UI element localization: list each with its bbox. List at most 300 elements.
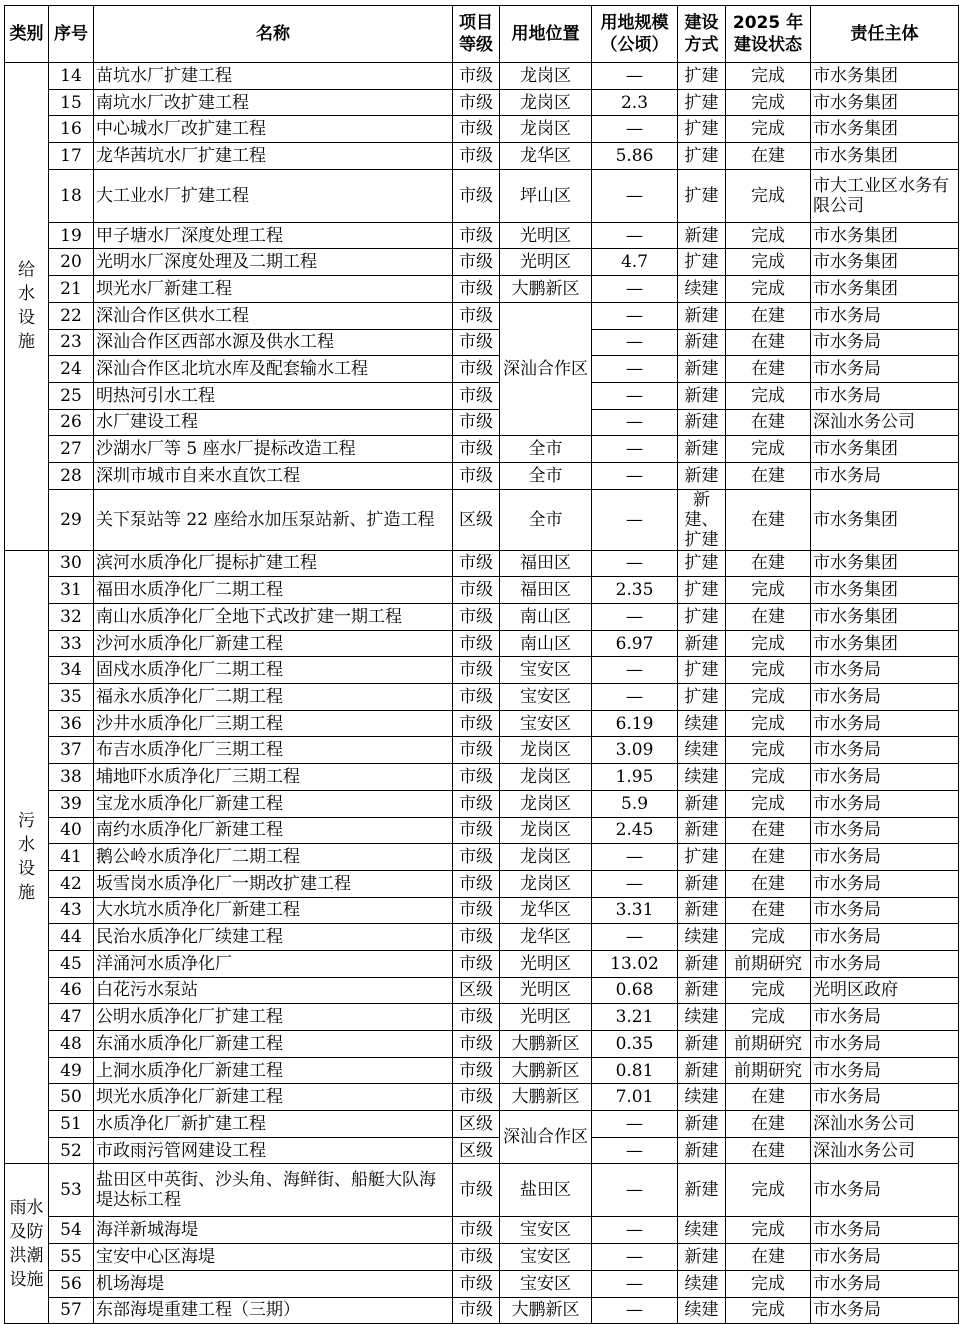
responsible-owner: 市大工业区水务有限公司 [811, 169, 959, 222]
row-number: 32 [49, 604, 94, 631]
responsible-owner: 市水务集团 [811, 489, 959, 550]
table-row [5, 550, 959, 577]
build-method: 扩建 [678, 657, 726, 684]
table-row [5, 657, 959, 684]
project-location: 南山区 [500, 630, 592, 657]
table-row [5, 409, 959, 436]
project-size: — [592, 462, 678, 489]
responsible-owner: 市水务局 [811, 710, 959, 737]
project-level: 区级 [453, 1137, 500, 1164]
header-category: 类别 [5, 6, 49, 63]
build-status: 完成 [726, 630, 811, 657]
project-level: 市级 [453, 737, 500, 764]
project-location: 龙华区 [500, 143, 592, 170]
responsible-owner: 市水务局 [811, 302, 959, 329]
row-number: 46 [49, 977, 94, 1004]
project-size: 6.19 [592, 710, 678, 737]
project-level: 市级 [453, 462, 500, 489]
build-status: 完成 [726, 222, 811, 249]
header-number: 序号 [49, 6, 94, 63]
responsible-owner: 深汕水务公司 [811, 409, 959, 436]
table-row [5, 977, 959, 1004]
project-location: 龙华区 [500, 924, 592, 951]
build-method: 扩建 [678, 604, 726, 631]
build-method: 续建 [678, 1004, 726, 1031]
row-number: 17 [49, 143, 94, 170]
project-level: 市级 [453, 1084, 500, 1111]
category-cell [5, 550, 49, 1164]
build-method: 扩建 [678, 116, 726, 143]
project-level: 市级 [453, 870, 500, 897]
row-number: 16 [49, 116, 94, 143]
responsible-owner: 市水务局 [811, 356, 959, 383]
build-method: 新建 [678, 409, 726, 436]
row-number: 20 [49, 249, 94, 276]
project-level: 市级 [453, 1270, 500, 1297]
table-row [5, 870, 959, 897]
build-status: 完成 [726, 116, 811, 143]
responsible-owner: 市水务局 [811, 1057, 959, 1084]
project-size: — [592, 169, 678, 222]
project-level: 市级 [453, 817, 500, 844]
project-level: 市级 [453, 302, 500, 329]
build-status: 完成 [726, 63, 811, 90]
responsible-owner: 市水务局 [811, 950, 959, 977]
category-char: 给 [18, 260, 35, 281]
row-number: 47 [49, 1004, 94, 1031]
responsible-owner: 市水务集团 [811, 577, 959, 604]
project-size: — [592, 684, 678, 711]
table-row [5, 630, 959, 657]
responsible-owner: 市水务局 [811, 382, 959, 409]
build-status: 在建 [726, 489, 811, 550]
build-method: 扩建 [678, 89, 726, 116]
build-status: 完成 [726, 249, 811, 276]
category-char: 水 [18, 284, 35, 305]
category-char: 施 [18, 332, 35, 353]
build-status: 完成 [726, 977, 811, 1004]
project-size: 13.02 [592, 950, 678, 977]
project-location: 大鹏新区 [500, 1297, 592, 1324]
row-number: 40 [49, 817, 94, 844]
project-size: — [592, 436, 678, 463]
project-location: 全市 [500, 489, 592, 550]
project-level: 区级 [453, 977, 500, 1004]
project-location: 大鹏新区 [500, 1084, 592, 1111]
project-name: 福田水质净化厂二期工程 [94, 577, 453, 604]
build-method: 新建 [678, 977, 726, 1004]
table-row [5, 710, 959, 737]
project-location: 光明区 [500, 249, 592, 276]
table-row [5, 276, 959, 303]
responsible-owner: 市水务局 [811, 844, 959, 871]
header-level: 项目等级 [453, 6, 500, 63]
build-status: 在建 [726, 604, 811, 631]
build-status: 完成 [726, 1004, 811, 1031]
project-size: — [592, 489, 678, 550]
build-status: 完成 [726, 1164, 811, 1217]
project-name: 鹅公岭水质净化厂二期工程 [94, 844, 453, 871]
project-name: 水质净化厂新扩建工程 [94, 1111, 453, 1138]
build-method: 新建 [678, 222, 726, 249]
responsible-owner: 市水务局 [811, 1004, 959, 1031]
build-method: 新建 [678, 1031, 726, 1058]
project-location: 光明区 [500, 222, 592, 249]
project-name: 深汕合作区供水工程 [94, 302, 453, 329]
responsible-owner: 市水务集团 [811, 89, 959, 116]
header-name: 名称 [94, 6, 453, 63]
project-level: 市级 [453, 63, 500, 90]
row-number: 33 [49, 630, 94, 657]
table-row [5, 924, 959, 951]
project-size: — [592, 382, 678, 409]
row-number: 42 [49, 870, 94, 897]
project-level: 市级 [453, 143, 500, 170]
row-number: 57 [49, 1297, 94, 1324]
project-level: 市级 [453, 1244, 500, 1271]
build-method: 新建、扩建 [678, 489, 726, 550]
project-level: 市级 [453, 1297, 500, 1324]
table-row [5, 382, 959, 409]
build-status: 在建 [726, 329, 811, 356]
build-status: 在建 [726, 1111, 811, 1138]
responsible-owner: 市水务集团 [811, 436, 959, 463]
project-level: 市级 [453, 409, 500, 436]
table-row [5, 764, 959, 791]
table-row [5, 222, 959, 249]
responsible-owner: 市水务局 [811, 1244, 959, 1271]
project-size: — [592, 604, 678, 631]
row-number: 52 [49, 1137, 94, 1164]
table-row [5, 63, 959, 90]
project-level: 区级 [453, 1111, 500, 1138]
table-row [5, 1004, 959, 1031]
category-char: 污 [18, 811, 35, 832]
category-char: 设 [18, 859, 35, 880]
build-method: 新建 [678, 1244, 726, 1271]
project-name: 沙井水质净化厂三期工程 [94, 710, 453, 737]
table-row [5, 1270, 959, 1297]
project-name: 大工业水厂扩建工程 [94, 169, 453, 222]
project-table [4, 5, 959, 1324]
project-location: 龙岗区 [500, 817, 592, 844]
responsible-owner: 市水务局 [811, 764, 959, 791]
project-name: 上洞水质净化厂新建工程 [94, 1057, 453, 1084]
project-level: 市级 [453, 657, 500, 684]
row-number: 50 [49, 1084, 94, 1111]
table-row [5, 436, 959, 463]
project-name: 水厂建设工程 [94, 409, 453, 436]
project-location: 宝安区 [500, 1270, 592, 1297]
project-location: 福田区 [500, 577, 592, 604]
table-row [5, 1057, 959, 1084]
table-row [5, 950, 959, 977]
build-status: 在建 [726, 1137, 811, 1164]
build-method: 新建 [678, 897, 726, 924]
category-char: 洪潮 [9, 1245, 44, 1266]
project-level: 市级 [453, 1004, 500, 1031]
project-size: — [592, 870, 678, 897]
build-status: 完成 [726, 657, 811, 684]
build-status: 在建 [726, 897, 811, 924]
table-row [5, 1217, 959, 1244]
responsible-owner: 市水务局 [811, 1297, 959, 1324]
project-name: 滨河水质净化厂提标扩建工程 [94, 550, 453, 577]
row-number: 28 [49, 462, 94, 489]
project-location: 深汕合作区 [500, 1111, 592, 1164]
responsible-owner: 深汕水务公司 [811, 1137, 959, 1164]
project-size: — [592, 63, 678, 90]
project-level: 市级 [453, 684, 500, 711]
build-method: 新建 [678, 382, 726, 409]
project-location: 光明区 [500, 1004, 592, 1031]
project-location: 宝安区 [500, 1217, 592, 1244]
table-row [5, 302, 959, 329]
build-method: 新建 [678, 302, 726, 329]
project-location: 宝安区 [500, 657, 592, 684]
row-number: 15 [49, 89, 94, 116]
table-row [5, 817, 959, 844]
project-size: 2.3 [592, 89, 678, 116]
responsible-owner: 市水务集团 [811, 143, 959, 170]
project-name: 南约水质净化厂新建工程 [94, 817, 453, 844]
project-name: 洋涌河水质净化厂 [94, 950, 453, 977]
responsible-owner: 市水务局 [811, 1270, 959, 1297]
table-row [5, 577, 959, 604]
build-method: 扩建 [678, 550, 726, 577]
table-row [5, 489, 959, 550]
row-number: 49 [49, 1057, 94, 1084]
project-location: 宝安区 [500, 710, 592, 737]
table-row [5, 897, 959, 924]
responsible-owner: 市水务集团 [811, 604, 959, 631]
responsible-owner: 深汕水务公司 [811, 1111, 959, 1138]
table-row [5, 462, 959, 489]
header-size: 用地规模（公顷） [592, 6, 678, 63]
category-char: 设 [18, 308, 35, 329]
project-size: — [592, 1137, 678, 1164]
project-location: 全市 [500, 436, 592, 463]
project-name: 光明水厂深度处理及二期工程 [94, 249, 453, 276]
responsible-owner: 市水务局 [811, 1164, 959, 1217]
project-size: 1.95 [592, 764, 678, 791]
row-number: 39 [49, 790, 94, 817]
project-size: 3.09 [592, 737, 678, 764]
project-level: 市级 [453, 116, 500, 143]
project-name: 关下泵站等 22 座给水加压泵站新、扩造工程 [94, 489, 453, 550]
project-location: 龙岗区 [500, 89, 592, 116]
row-number: 29 [49, 489, 94, 550]
build-status: 完成 [726, 276, 811, 303]
row-number: 19 [49, 222, 94, 249]
table-row [5, 1084, 959, 1111]
project-size: — [592, 302, 678, 329]
build-status: 完成 [726, 436, 811, 463]
project-name: 深圳市城市自来水直饮工程 [94, 462, 453, 489]
project-size: — [592, 1270, 678, 1297]
table-row [5, 1031, 959, 1058]
build-method: 新建 [678, 1111, 726, 1138]
table-row [5, 1137, 959, 1164]
project-level: 市级 [453, 764, 500, 791]
header-status: 2025 年建设状态 [726, 6, 811, 63]
category-char: 施 [18, 883, 35, 904]
row-number: 54 [49, 1217, 94, 1244]
build-method: 续建 [678, 737, 726, 764]
category-char: 水 [18, 835, 35, 856]
table-row [5, 249, 959, 276]
category-cell [5, 1164, 49, 1324]
project-level: 市级 [453, 630, 500, 657]
category-char: 雨水 [9, 1197, 44, 1218]
responsible-owner: 市水务局 [811, 657, 959, 684]
project-level: 市级 [453, 1217, 500, 1244]
project-location: 坪山区 [500, 169, 592, 222]
project-name: 南坑水厂改扩建工程 [94, 89, 453, 116]
project-level: 市级 [453, 1057, 500, 1084]
table-row [5, 1164, 959, 1217]
build-method: 续建 [678, 710, 726, 737]
build-status: 前期研究 [726, 1057, 811, 1084]
table-row [5, 89, 959, 116]
row-number: 55 [49, 1244, 94, 1271]
responsible-owner: 市水务集团 [811, 630, 959, 657]
row-number: 37 [49, 737, 94, 764]
build-method: 扩建 [678, 169, 726, 222]
table-row [5, 356, 959, 383]
responsible-owner: 市水务集团 [811, 276, 959, 303]
build-status: 前期研究 [726, 1031, 811, 1058]
project-level: 市级 [453, 844, 500, 871]
row-number: 21 [49, 276, 94, 303]
build-method: 续建 [678, 276, 726, 303]
project-name: 沙湖水厂等 5 座水厂提标改造工程 [94, 436, 453, 463]
row-number: 31 [49, 577, 94, 604]
build-method: 新建 [678, 356, 726, 383]
responsible-owner: 市水务集团 [811, 63, 959, 90]
category-cell [5, 63, 49, 551]
responsible-owner: 市水务局 [811, 870, 959, 897]
build-method: 续建 [678, 924, 726, 951]
project-name: 东部海堤重建工程（三期） [94, 1297, 453, 1324]
responsible-owner: 市水务集团 [811, 116, 959, 143]
responsible-owner: 市水务局 [811, 924, 959, 951]
project-size: — [592, 356, 678, 383]
row-number: 14 [49, 63, 94, 90]
build-method: 新建 [678, 950, 726, 977]
header-method: 建设方式 [678, 6, 726, 63]
project-size: 3.31 [592, 897, 678, 924]
responsible-owner: 市水务局 [811, 684, 959, 711]
responsible-owner: 市水务集团 [811, 249, 959, 276]
project-size: 2.45 [592, 817, 678, 844]
project-name: 苗坑水厂扩建工程 [94, 63, 453, 90]
table-row [5, 604, 959, 631]
row-number: 27 [49, 436, 94, 463]
responsible-owner: 光明区政府 [811, 977, 959, 1004]
responsible-owner: 市水务局 [811, 790, 959, 817]
build-method: 扩建 [678, 577, 726, 604]
project-location: 大鹏新区 [500, 276, 592, 303]
project-level: 市级 [453, 550, 500, 577]
project-location: 龙岗区 [500, 737, 592, 764]
table-row [5, 844, 959, 871]
responsible-owner: 市水务局 [811, 897, 959, 924]
build-status: 完成 [726, 710, 811, 737]
row-number: 38 [49, 764, 94, 791]
header-owner: 责任主体 [811, 6, 959, 63]
build-method: 续建 [678, 1297, 726, 1324]
project-level: 市级 [453, 89, 500, 116]
project-size: — [592, 1244, 678, 1271]
row-number: 23 [49, 329, 94, 356]
project-size: — [592, 329, 678, 356]
build-status: 在建 [726, 302, 811, 329]
build-method: 新建 [678, 1164, 726, 1217]
project-location: 宝安区 [500, 684, 592, 711]
project-name: 盐田区中英街、沙头角、海鲜街、船艇大队海堤达标工程 [94, 1164, 453, 1217]
build-status: 在建 [726, 870, 811, 897]
build-status: 前期研究 [726, 950, 811, 977]
project-location: 福田区 [500, 550, 592, 577]
table-row [5, 684, 959, 711]
project-level: 市级 [453, 356, 500, 383]
project-location: 龙岗区 [500, 790, 592, 817]
project-size: — [592, 1164, 678, 1217]
project-name: 坝光水质净化厂新建工程 [94, 1084, 453, 1111]
project-name: 南山水质净化厂全地下式改扩建一期工程 [94, 604, 453, 631]
build-method: 新建 [678, 790, 726, 817]
project-level: 市级 [453, 1031, 500, 1058]
responsible-owner: 市水务局 [811, 817, 959, 844]
project-location: 光明区 [500, 977, 592, 1004]
build-method: 扩建 [678, 684, 726, 711]
project-location: 龙岗区 [500, 764, 592, 791]
build-status: 完成 [726, 89, 811, 116]
project-name: 民治水质净化厂续建工程 [94, 924, 453, 951]
build-status: 在建 [726, 844, 811, 871]
project-size: 6.97 [592, 630, 678, 657]
row-number: 43 [49, 897, 94, 924]
project-location: 大鹏新区 [500, 1031, 592, 1058]
project-level: 市级 [453, 790, 500, 817]
build-status: 完成 [726, 577, 811, 604]
build-status: 完成 [726, 382, 811, 409]
table-row [5, 737, 959, 764]
row-number: 34 [49, 657, 94, 684]
table-row [5, 790, 959, 817]
build-status: 在建 [726, 356, 811, 383]
project-level: 市级 [453, 222, 500, 249]
project-size: 7.01 [592, 1084, 678, 1111]
responsible-owner: 市水务局 [811, 1084, 959, 1111]
project-level: 市级 [453, 710, 500, 737]
build-status: 完成 [726, 169, 811, 222]
table-row [5, 116, 959, 143]
build-status: 完成 [726, 1217, 811, 1244]
build-status: 完成 [726, 1297, 811, 1324]
build-status: 在建 [726, 409, 811, 436]
project-level: 市级 [453, 249, 500, 276]
project-size: 5.86 [592, 143, 678, 170]
build-method: 续建 [678, 1217, 726, 1244]
build-method: 新建 [678, 329, 726, 356]
build-method: 新建 [678, 630, 726, 657]
build-status: 完成 [726, 737, 811, 764]
build-method: 扩建 [678, 844, 726, 871]
project-level: 市级 [453, 276, 500, 303]
project-level: 市级 [453, 924, 500, 951]
